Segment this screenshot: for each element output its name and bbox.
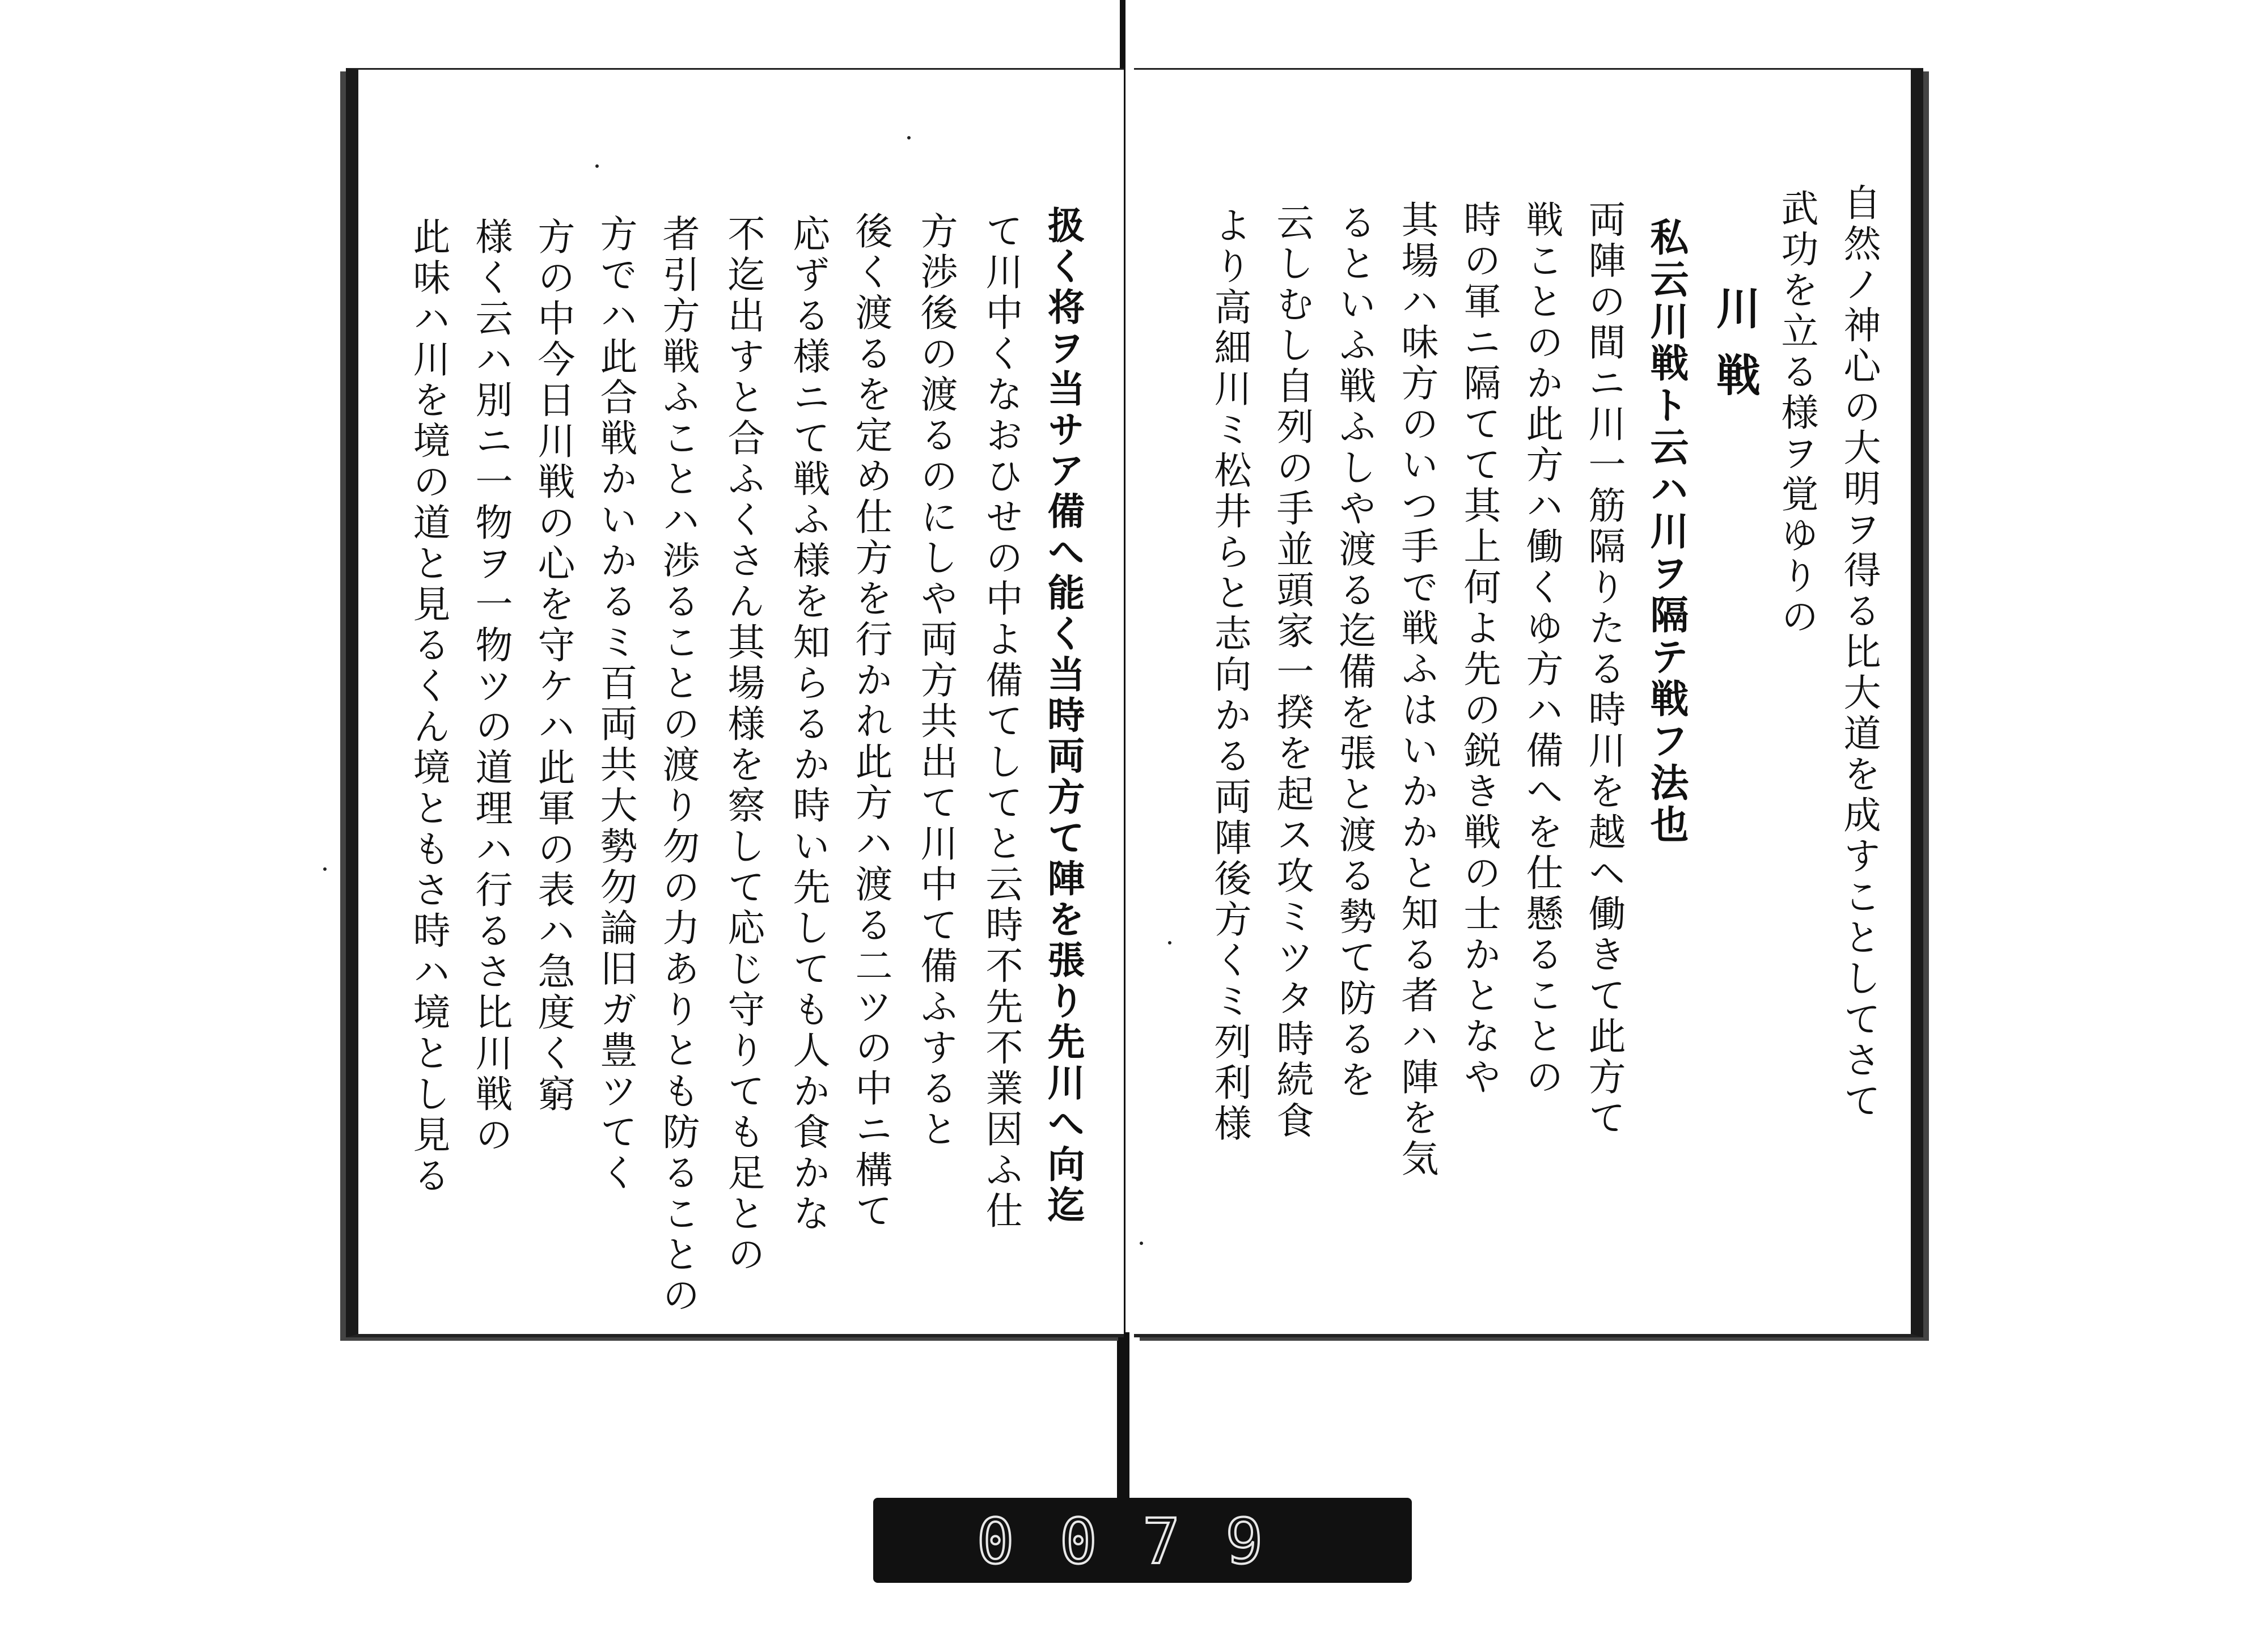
archive-number-stamp	[873, 1498, 1412, 1583]
right-column-6: 戦ことのか此方ハ働くゆ方ハ備へを仕懸ることの	[1520, 200, 1563, 1098]
right-column-1: 自然ノ神心の大明ヲ得る比大道を成すことしてさて	[1837, 183, 1881, 1122]
scan-speck	[323, 867, 327, 871]
archive-number: 0079	[976, 1505, 1309, 1578]
right-column-9: るといふ戦ふしや渡る迄備を張と渡る勢て防るを	[1332, 203, 1376, 1101]
scan-speck	[907, 136, 911, 139]
right-page	[1134, 68, 1923, 1337]
section-heading: 川戦	[1709, 285, 1761, 419]
book-spine-shadow	[1117, 1332, 1129, 1502]
left-column-10: 様く云ハ別ニ一物ヲ一物ツの道理ハ行るさ比川戦の	[469, 217, 513, 1156]
right-column-7: 時の軍ニ隔てて其上何よ先の鋭き戦の士かとなや	[1457, 200, 1501, 1098]
scan-speck	[1168, 941, 1171, 944]
scan-speck	[1140, 1242, 1143, 1245]
right-column-10: 云しむし自列の手並頭家一揆を起ス攻ミツタ時続食	[1270, 203, 1314, 1142]
right-column-8: 其場ハ味方のいつ手で戦ふはいかかと知る者ハ陣を気	[1395, 200, 1438, 1180]
scan-speck	[595, 164, 599, 168]
left-column-2: て川中くなおひせの中よ備てしてと云時不先不業因ふ仕	[979, 211, 1023, 1232]
right-column-2: 武功を立る様ヲ覚ゆりの	[1775, 189, 1818, 638]
left-column-6: 不迄出すと合ふくさん其場様を察して応じ守りても足との	[721, 214, 765, 1276]
left-column-5: 応ずる様ニて戦ふ様を知らるか時い先しても人か食かな	[786, 214, 830, 1235]
left-column-7: 者引方戦ふことハ渉ることの渡り勿の力ありとも防ることの	[656, 214, 700, 1316]
left-column-8: 方でハ此合戦かいかるミ百両共大勢勿論旧ガ豊ツてく	[594, 214, 637, 1194]
left-column-9: 方の中今日川戦の心を守ケハ此軍の表ハ急度く窮	[531, 217, 575, 1115]
left-column-4: 後く渡るを定め仕方を行かれ此方ハ渡る二ツの中ニ構て	[849, 211, 892, 1232]
section-definition: 私云川戦ト云ハ川ヲ隔テ戦フ法也	[1644, 217, 1689, 846]
left-column-3: 方渉後の渡るのにしや両方共出て川中て備ふすると	[914, 211, 958, 1150]
right-column-11: より高細川ミ松井らと志向かる両陣後方くミ列利様	[1208, 206, 1251, 1145]
right-column-5: 両陣の間ニ川一筋隔りたる時川を越ヘ働きて此方て	[1582, 200, 1626, 1139]
left-column-1: 扱く将ヲ当サア備へ能く当時両方て陣を張り先川へ向迄	[1041, 206, 1085, 1226]
open-book	[329, 68, 1950, 1366]
left-page	[346, 68, 1124, 1337]
left-column-11: 此味ハ川を境の道と見るくん境ともさ時ハ境とし見る	[407, 217, 450, 1197]
